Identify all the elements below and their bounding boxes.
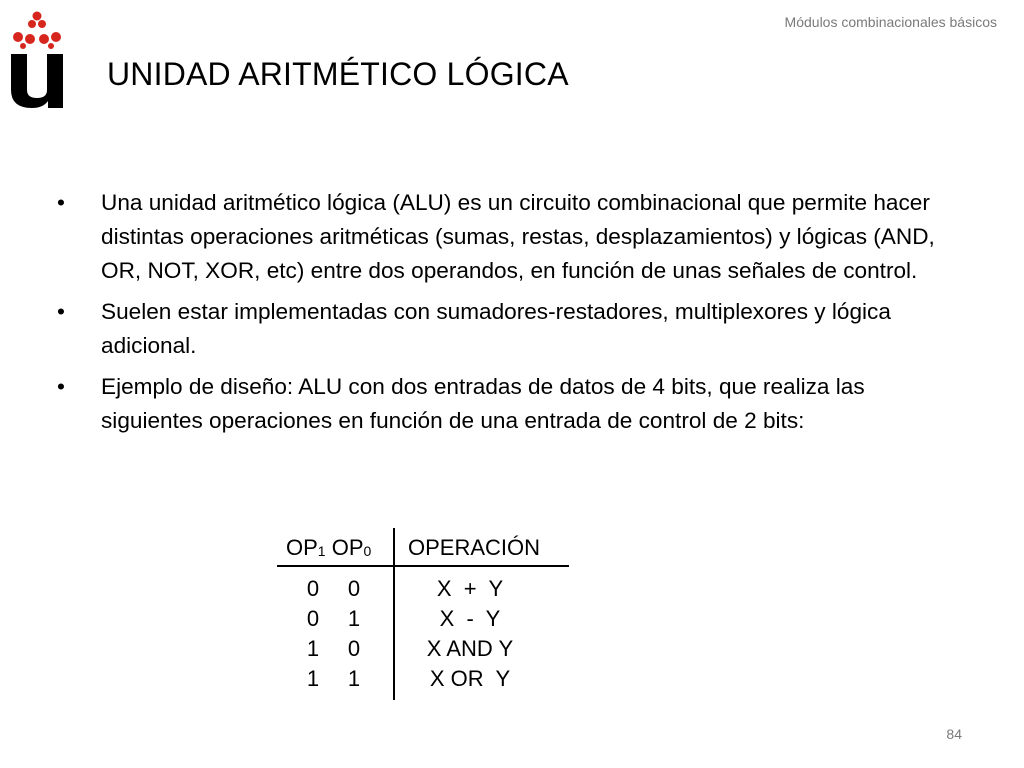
- table-row: [277, 576, 577, 606]
- cell-operation: X AND Y: [426, 636, 514, 661]
- slide-title: UNIDAD ARITMÉTICO LÓGICA: [107, 56, 569, 92]
- cell-operation: X + Y: [436, 576, 504, 601]
- table-horizontal-divider: [277, 565, 569, 567]
- header-op1-subscript: 1: [317, 543, 326, 559]
- bullet-item: [57, 370, 962, 438]
- page-number: 84: [946, 726, 962, 742]
- section-header: Módulos combinacionales básicos: [784, 14, 997, 30]
- header-op0-subscript: 0: [363, 543, 372, 559]
- bullet-marker: •: [57, 299, 65, 324]
- cell-op1: 0: [306, 606, 320, 631]
- cell-op0: 0: [347, 636, 361, 661]
- bullet-marker: •: [57, 190, 65, 215]
- cell-op0: 0: [347, 576, 361, 601]
- cell-op0: 1: [347, 606, 361, 631]
- table-row: [277, 636, 577, 666]
- cell-op1: 1: [306, 636, 320, 661]
- table-header-control: [286, 535, 371, 561]
- bullet-text: Una unidad aritmético lógica (ALU) es un circuito combinacional que permite hacer distintas operaciones aritméticas (sumas, restas, desplazamientos) y lógicas (AND, OR, NOT, XOR, etc) entre dos operandos, en función de unas señales de control.: [101, 190, 935, 283]
- operation-table: [277, 528, 577, 700]
- header-op1-label: OP: [286, 535, 318, 560]
- bullet-marker: •: [57, 374, 65, 399]
- cell-op1: 1: [306, 666, 320, 691]
- bullet-item: [57, 186, 962, 288]
- university-logo-icon: [8, 10, 66, 108]
- cell-operation: X OR Y: [429, 666, 511, 691]
- table-row: [277, 666, 577, 696]
- bullet-list: [57, 186, 962, 445]
- bullet-text: Suelen estar implementadas con sumadores-restadores, multiplexores y lógica adicional.: [101, 299, 891, 358]
- bullet-item: [57, 295, 962, 363]
- cell-op0: 1: [347, 666, 361, 691]
- cell-operation: X - Y: [439, 606, 501, 631]
- cell-op1: 0: [306, 576, 320, 601]
- bullet-text: Ejemplo de diseño: ALU con dos entradas de datos de 4 bits, que realiza las siguientes operaciones en función de una entrada de control de 2 bits:: [101, 374, 865, 433]
- table-header-operation: OPERACIÓN: [408, 535, 541, 560]
- table-row: [277, 606, 577, 636]
- header-op0-label: OP: [331, 535, 364, 560]
